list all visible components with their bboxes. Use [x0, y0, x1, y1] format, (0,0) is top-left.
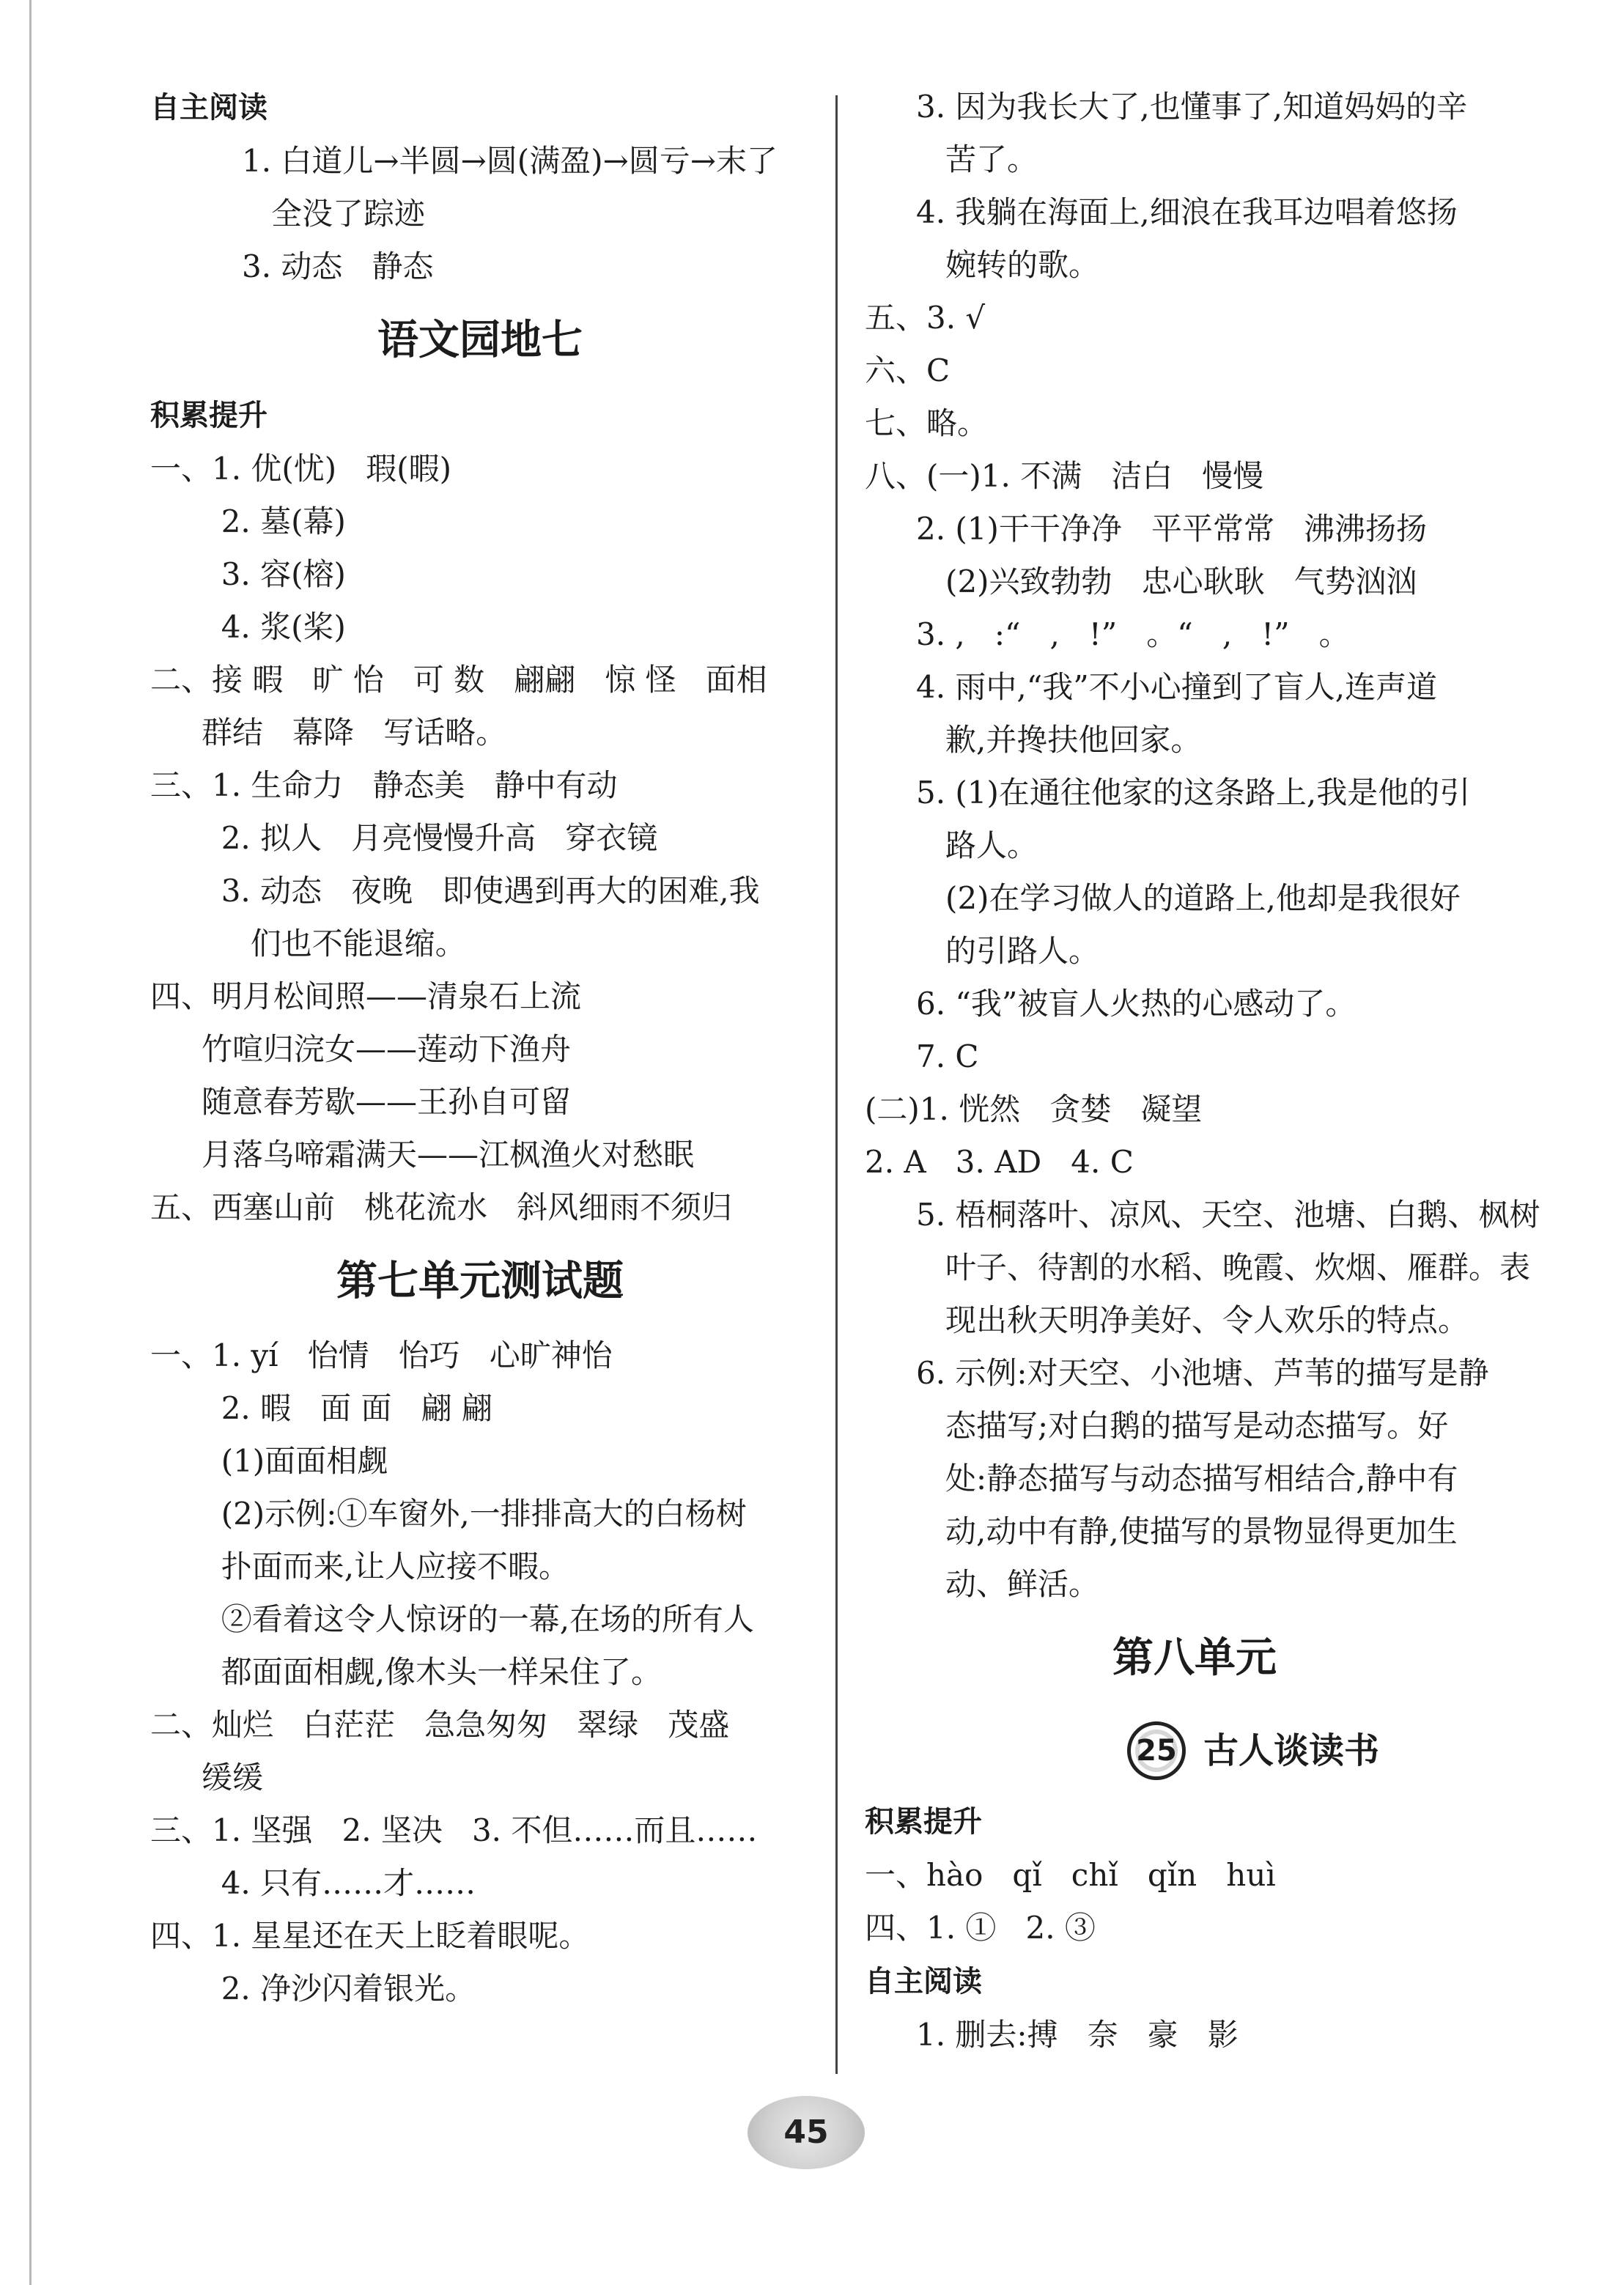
answer-line: 歉,并搀扶他回家。 [916, 722, 1202, 758]
page-edge [29, 0, 32, 2285]
answer-line: 1. 删去:搏 奈 豪 影 [916, 2016, 1239, 2053]
answer-line: 竹喧归浣女——莲动下渔舟 [202, 1031, 572, 1067]
section-title: 第八单元 [1112, 1634, 1277, 1682]
answer-line: 全没了踪迹 [242, 196, 426, 232]
answer-line: 苦了。 [916, 141, 1038, 177]
answer-line: 现出秋天明净美好、令人欢乐的特点。 [916, 1302, 1469, 1338]
answer-line: 3. 动态 静态 [242, 248, 434, 284]
answer-line: 八、(一)1. 不满 洁白 慢慢 [865, 458, 1264, 494]
answer-line: 一、hào qǐ chǐ qǐn huì [865, 1856, 1276, 1893]
answer-line: 四、1. ① 2. ③ [865, 1909, 1096, 1946]
lesson-title: 古人谈读书 [1203, 1730, 1379, 1771]
answer-line: 4. 雨中,“我”不小心撞到了盲人,连声道 [916, 669, 1438, 705]
answer-line: 婉转的歌。 [916, 247, 1100, 283]
answer-line: (2)兴致勃勃 忠心耿耿 气势汹汹 [916, 564, 1417, 599]
answer-line: 一、1. yí 怡情 怡巧 心旷神怡 [150, 1337, 613, 1373]
page-number-badge [748, 2096, 865, 2169]
answer-line: 6. 示例:对天空、小池塘、芦苇的描写是静 [916, 1355, 1489, 1391]
right-column [865, 81, 1540, 2061]
answer-line: 5. 梧桐落叶、凉风、天空、池塘、白鹅、枫树 [916, 1197, 1540, 1233]
section-title: 第七单元测试题 [336, 1258, 624, 1305]
answer-line: 4. 只有……才…… [202, 1865, 476, 1901]
answer-line: 7. C [916, 1038, 979, 1074]
answer-line: (二)1. 恍然 贪婪 凝望 [865, 1091, 1203, 1127]
answer-line: 群结 幕降 写话略。 [202, 715, 507, 750]
answer-line: 六、C [865, 352, 951, 388]
answer-line: 扑面而来,让人应接不暇。 [202, 1548, 570, 1584]
answer-line: ②看着这令人惊讶的一幕,在场的所有人 [202, 1601, 755, 1637]
answer-line: (1)面面相觑 [202, 1443, 388, 1479]
answer-line: 处:静态描写与动态描写相结合,静中有 [916, 1461, 1458, 1496]
subsection-heading: 积累提升 [150, 399, 267, 432]
answer-line: 1. 白道儿→半圆→圆(满盈)→圆亏→末了 [242, 143, 778, 179]
answer-line: 2. 暇 面 面 翩 翩 [202, 1390, 492, 1426]
answer-line: 都面面相觑,像木头一样呆住了。 [202, 1654, 662, 1690]
answer-line: 2. 拟人 月亮慢慢升高 穿衣镜 [202, 820, 658, 856]
answer-line: 路人。 [916, 827, 1038, 863]
left-column [150, 81, 810, 2015]
answer-line: 3. 因为我长大了,也懂事了,知道妈妈的辛 [916, 89, 1468, 125]
lesson-heading [982, 1706, 1524, 1795]
answer-line: 动,动中有静,使描写的景物显得更加生 [916, 1513, 1458, 1549]
answer-line: 3. 动态 夜晚 即使遇到再大的困难,我 [202, 873, 760, 909]
answer-line: 2. 墓(幕) [202, 503, 346, 539]
answer-line: 二、接 暇 旷 怡 可 数 翩翩 惊 怪 面相 [150, 662, 767, 698]
answer-line: 2. (1)干干净净 平平常常 沸沸扬扬 [916, 511, 1428, 547]
answer-line: 随意春芳歇——王孙自可留 [202, 1084, 572, 1120]
answer-line: 2. 净沙闪着银光。 [202, 1971, 476, 2007]
answer-line: 3. 容(榕) [202, 556, 346, 592]
answer-line: 6. “我”被盲人火热的心感动了。 [916, 986, 1357, 1022]
answer-line: 五、西塞山前 桃花流水 斜风细雨不须归 [150, 1189, 733, 1225]
answer-line: 二、灿烂 白茫茫 急急匆匆 翠绿 茂盛 [150, 1707, 730, 1743]
column-divider [835, 95, 838, 2074]
answer-line: 五、3. √ [865, 300, 986, 336]
lesson-number-badge: 25 [1127, 1721, 1186, 1780]
answer-line: 2. A 3. AD 4. C [865, 1144, 1134, 1180]
answer-line: 四、明月松间照——清泉石上流 [150, 978, 582, 1014]
answer-line: (2)在学习做人的道路上,他却是我很好 [916, 880, 1461, 916]
answer-line: 态描写;对白鹅的描写是动态描写。好 [916, 1408, 1449, 1444]
answer-line: 三、1. 坚强 2. 坚决 3. 不但……而且…… [150, 1812, 758, 1848]
answer-line: 缓缓 [202, 1760, 264, 1795]
answer-line: 叶子、待割的水稻、晚霞、炊烟、雁群。表 [916, 1249, 1531, 1285]
answer-line: 4. 我躺在海面上,细浪在我耳边唱着悠扬 [916, 194, 1458, 230]
subsection-heading: 自主阅读 [150, 91, 267, 125]
answer-line: 3. , :“ , !” 。“ , !” 。 [916, 616, 1350, 652]
answer-line: 一、1. 优(忧) 瑕(暇) [150, 451, 452, 487]
section-title: 语文园地七 [377, 317, 583, 364]
answer-line: 七、略。 [865, 405, 989, 441]
answer-line: (2)示例:①车窗外,一排排高大的白杨树 [202, 1496, 747, 1532]
subsection-heading: 自主阅读 [865, 1964, 982, 1998]
answer-line: 三、1. 生命力 静态美 静中有动 [150, 767, 618, 803]
answer-line: 4. 浆(桨) [202, 609, 346, 645]
page-number: 45 [748, 2096, 865, 2169]
answer-line: 5. (1)在通往他家的这条路上,我是他的引 [916, 775, 1471, 811]
answer-line: 动、鲜活。 [916, 1566, 1100, 1602]
answer-line: 四、1. 星星还在天上眨着眼呢。 [150, 1918, 590, 1954]
answer-line: 们也不能退缩。 [202, 926, 466, 961]
subsection-heading: 积累提升 [865, 1804, 982, 1839]
answer-line: 月落乌啼霜满天——江枫渔火对愁眠 [202, 1137, 695, 1173]
answer-line: 的引路人。 [916, 933, 1100, 969]
